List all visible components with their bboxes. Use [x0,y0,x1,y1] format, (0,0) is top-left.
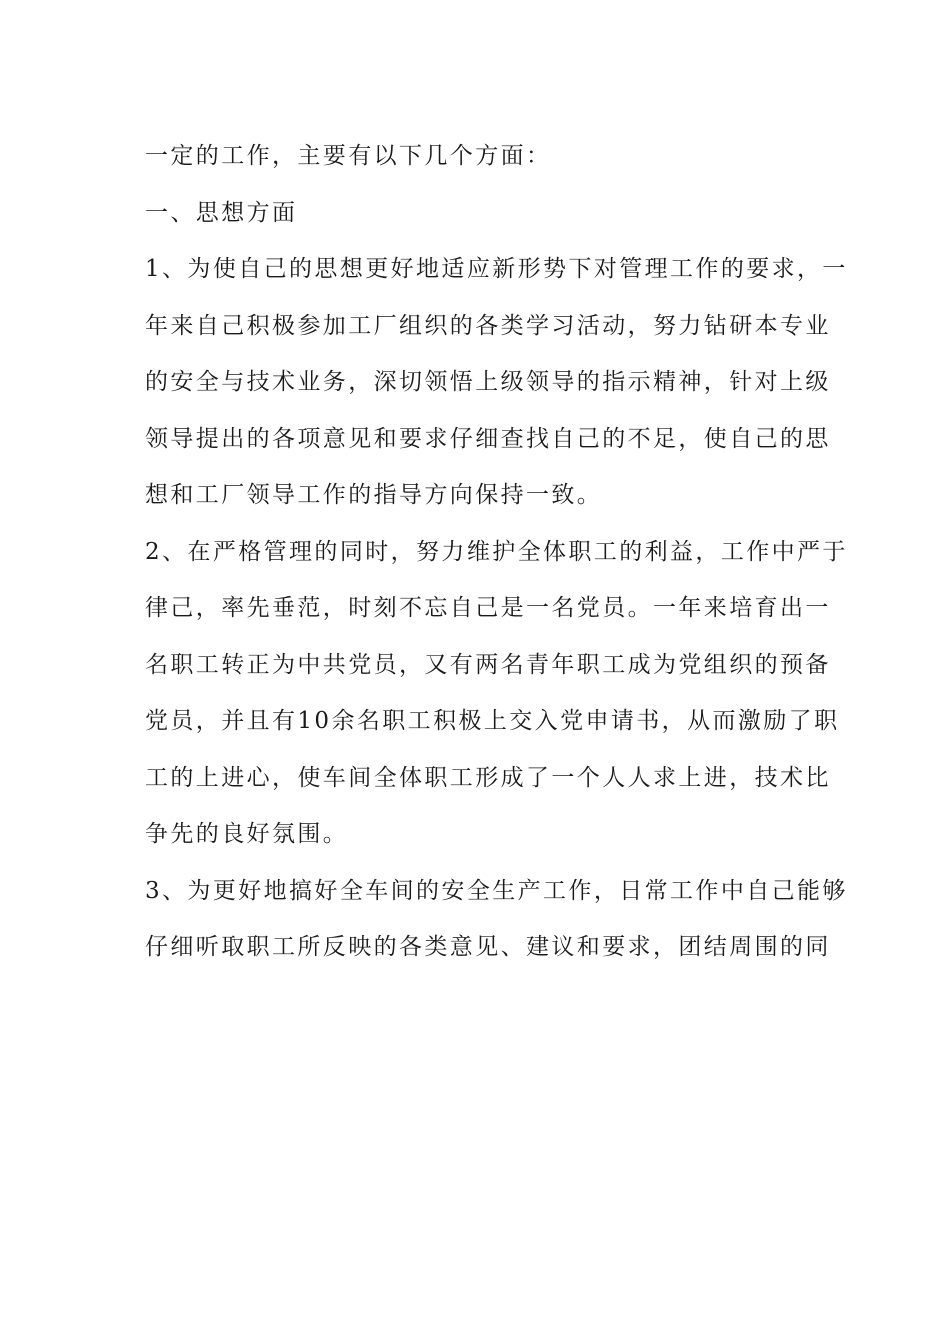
text-line: 党员，并且有10余名职工积极上交入党申请书，从而激励了职 [145,708,840,734]
text-line: 的安全与技术业务，深切领悟上级领导的指示精神，针对上级 [145,369,831,395]
text-line: 1、为使自己的思想更好地适应新形势下对管理工作的要求，一 [145,256,848,282]
text-line: 争先的良好氛围。 [145,821,349,847]
text-line: 2、在严格管理的同时，努力维护全体职工的利益，工作中严于 [145,538,848,565]
text-line: 律己，率先垂范，时刻不忘自己是一名党员。一年来培育出一 [145,595,831,621]
text-line: 仔细听取职工所反映的各类意见、建议和要求，团结周围的同 [145,934,831,960]
document-body [145,128,848,976]
text-line: 领导提出的各项意见和要求仔细查找自己的不足，使自己的思 [145,425,831,452]
text-line: 名职工转正为中共党员，又有两名青年职工成为党组织的预备 [145,651,831,678]
text-line: 一定的工作，主要有以下几个方面： [145,143,552,169]
text-line: 想和工厂领导工作的指导方向保持一致。 [145,482,603,508]
text-line: 年来自己积极参加工厂组织的各类学习活动，努力钻研本专业 [145,312,831,339]
text-line: 工的上进心，使车间全体职工形成了一个人人求上进，技术比 [145,764,831,791]
text-line: 3、为更好地搞好全车间的安全生产工作，日常工作中自己能够 [145,877,848,904]
section-heading: 一、思想方面 [145,199,298,226]
